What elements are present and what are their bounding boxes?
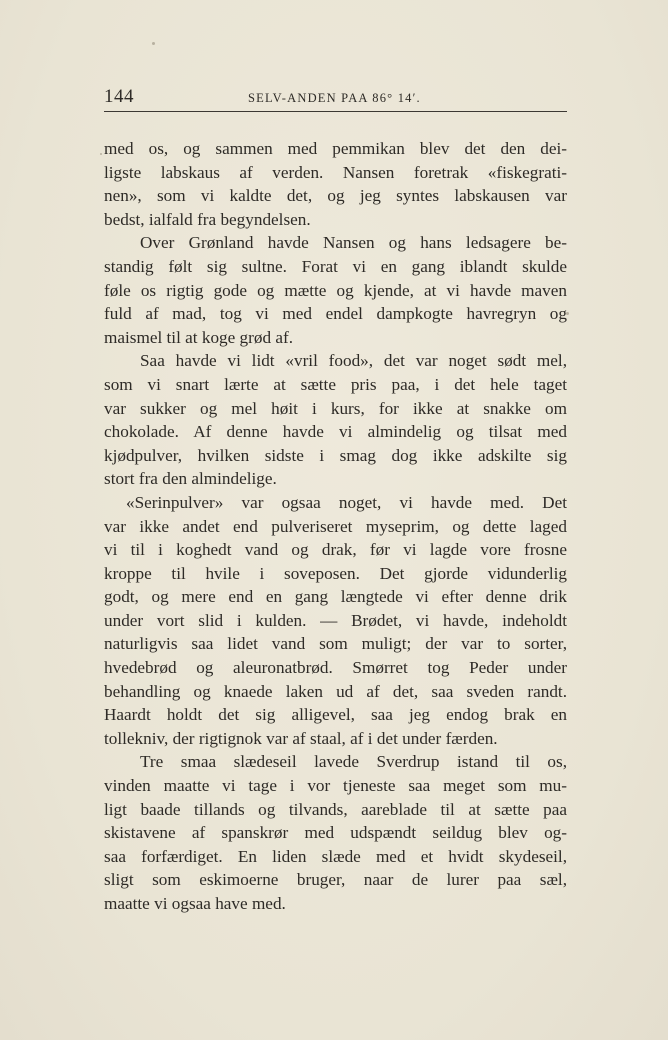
text-line: maismel til at koge grød af. (104, 327, 294, 347)
text-line: vi til i koghedt vand og drak, før vi lagde vore frosne (104, 540, 567, 560)
text-line: godt, og mere end en gang længtede vi efter denne drik (104, 587, 567, 607)
page-number: 144 (104, 86, 134, 107)
text-line: hvedebrød og aleuronatbrød. Smørret tog Peder under (104, 658, 567, 678)
running-title: SELV-ANDEN PAA 86° 14′. (248, 91, 421, 105)
text-line: skistavene af spanskrør med udspændt seildug blev og- (104, 823, 567, 843)
text-line: kroppe til hvile i soveposen. Det gjorde vidunderlig (104, 563, 567, 583)
text-line: behandling og knaede laken ud af det, saa sveden randt. (104, 681, 567, 701)
text-line: føle os rigtig gode og mætte og kjende, at vi havde maven (104, 280, 567, 300)
text-line: med os, og sammen med pemmikan blev det den dei- (104, 139, 567, 158)
text-line: Saa havde vi lidt «vril food», det var noget sødt mel, (140, 351, 567, 371)
paper-speck (100, 153, 102, 155)
text-line: ligste labskaus af verden. Nansen foretrak «fiskegrati- (104, 162, 567, 182)
text-line: standig følt sig sultne. Forat vi en gang iblandt skulde (104, 256, 567, 276)
text-line: nen», som vi kaldte det, og jeg syntes labskausen var (104, 186, 567, 206)
text-line: ligt baade tillands og tilvands, aareblade til at sætte paa (104, 799, 567, 819)
text-line: «Serinpulver» var ogsaa noget, vi havde med. Det (126, 492, 567, 512)
text-line: under vort slid i kulden. — Brødet, vi havde, indeholdt (104, 610, 567, 630)
body-text (104, 137, 567, 916)
text-line: tollekniv, der rigtignok var af staal, af i det under færden. (104, 728, 498, 748)
text-line: bedst, ialfald fra begyndelsen. (104, 209, 311, 229)
text-line: kjødpulver, hvilken sidste i smag dog ikke adskilte sig (104, 445, 567, 465)
text-line: Haardt holdt det sig alligevel, saa jeg endog brak en (104, 705, 567, 725)
text-line: som vi snart lærte at sætte pris paa, i det hele taget (104, 374, 567, 394)
text-line: naturligvis saa lidet vand som muligt; der var to sorter, (104, 634, 567, 654)
text-line: stort fra den almindelige. (104, 469, 277, 489)
text-line: fuld af mad, tog vi med endel dampkogte havregryn og (104, 304, 567, 324)
text-line: var sukker og mel høit i kurs, for ikke at snakke om (104, 398, 567, 418)
paper-speck (152, 42, 155, 45)
text-line: maatte vi ogsaa have med. (104, 894, 286, 913)
text-line: sligt som eskimoerne bruger, naar de lurer paa sæl, (104, 870, 567, 890)
text-line: chokolade. Af denne havde vi almindelig og tilsat med (104, 422, 567, 442)
header-rule (104, 111, 567, 112)
text-line: var ikke andet end pulveriseret myseprim, og dette laged (104, 516, 567, 536)
text-line: saa forfærdiget. En liden slæde med et hvidt skydeseil, (104, 846, 567, 866)
text-line: vinden maatte vi tage i vor tjeneste saa meget som mu- (104, 776, 567, 796)
text-line: Over Grønland havde Nansen og hans ledsagere be- (140, 233, 567, 253)
page-header (104, 86, 567, 108)
text-line: Tre smaa slædeseil lavede Sverdrup istand til os, (140, 752, 567, 772)
